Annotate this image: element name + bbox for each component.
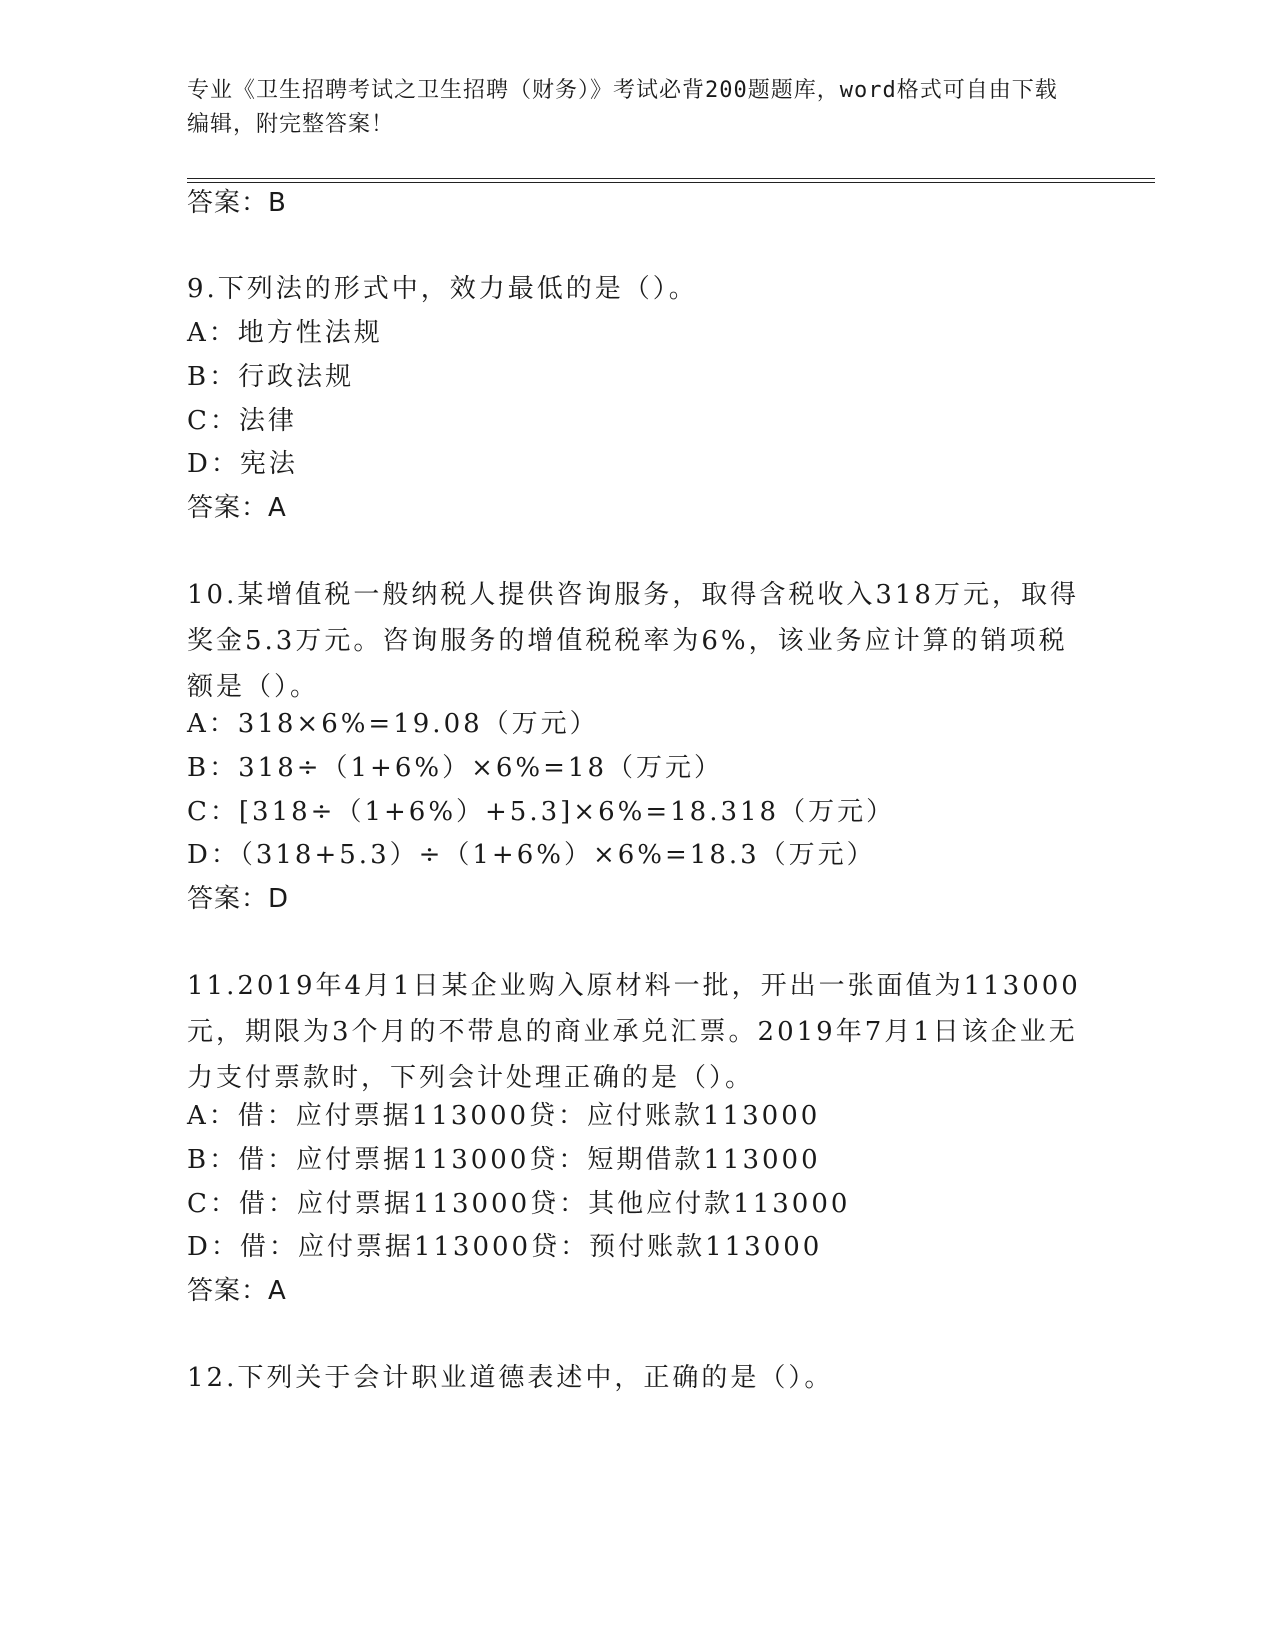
question-10-option-c: C：[318÷（1+6%）+5.3]×6%=18.318（万元） <box>187 797 896 827</box>
question-10-option-b: B：318÷（1+6%）×6%=18（万元） <box>187 753 723 783</box>
question-11-option-c: C：借：应付票据113000贷：其他应付款113000 <box>187 1189 851 1219</box>
question-10-option-a: A：318×6%=19.08（万元） <box>187 709 599 739</box>
question-9-answer: 答案：A <box>187 493 287 523</box>
question-11-option-d: D：借：应付票据113000贷：预付账款113000 <box>187 1232 823 1262</box>
question-9-stem: 9.下列法的形式中，效力最低的是（）。 <box>187 274 698 304</box>
question-11-option-a: A：借：应付票据113000贷：应付账款113000 <box>187 1101 821 1131</box>
question-9-option-d: D：宪法 <box>187 449 298 479</box>
question-10-stem: 10.某增值税一般纳税人提供咨询服务，取得含税收入318万元，取得奖金5.3万元。咨询服务的增值税税率为6%，该业务应计算的销项税额是（）。 <box>187 580 1079 702</box>
question-12-stem: 12.下列关于会计职业道德表述中，正确的是（）。 <box>187 1363 834 1393</box>
question-9-option-c: C：法律 <box>187 406 297 436</box>
question-10-answer: 答案：D <box>187 884 290 914</box>
previous-answer: 答案：B <box>187 188 287 218</box>
header-divider <box>187 178 1155 183</box>
question-11-answer: 答案：A <box>187 1276 287 1306</box>
question-10-option-d: D：（318+5.3）÷（1+6%）×6%=18.3（万元） <box>187 840 876 870</box>
question-11-stem: 11.2019年4月1日某企业购入原材料一批，开出一张面值为113000元，期限为3个月的不带息的商业承兑汇票。2019年7月1日该企业无力支付票款时，下列会计处理正确的是（）。 <box>187 971 1081 1093</box>
question-9-option-a: A：地方性法规 <box>187 318 383 348</box>
question-9-option-b: B：行政法规 <box>187 362 355 392</box>
question-11-option-b: B：借：应付票据113000贷：短期借款113000 <box>187 1145 821 1175</box>
document-header: 专业《卫生招聘考试之卫生招聘（财务）》考试必背200题题库，word格式可自由下载编辑，附完整答案！ <box>187 78 1058 137</box>
